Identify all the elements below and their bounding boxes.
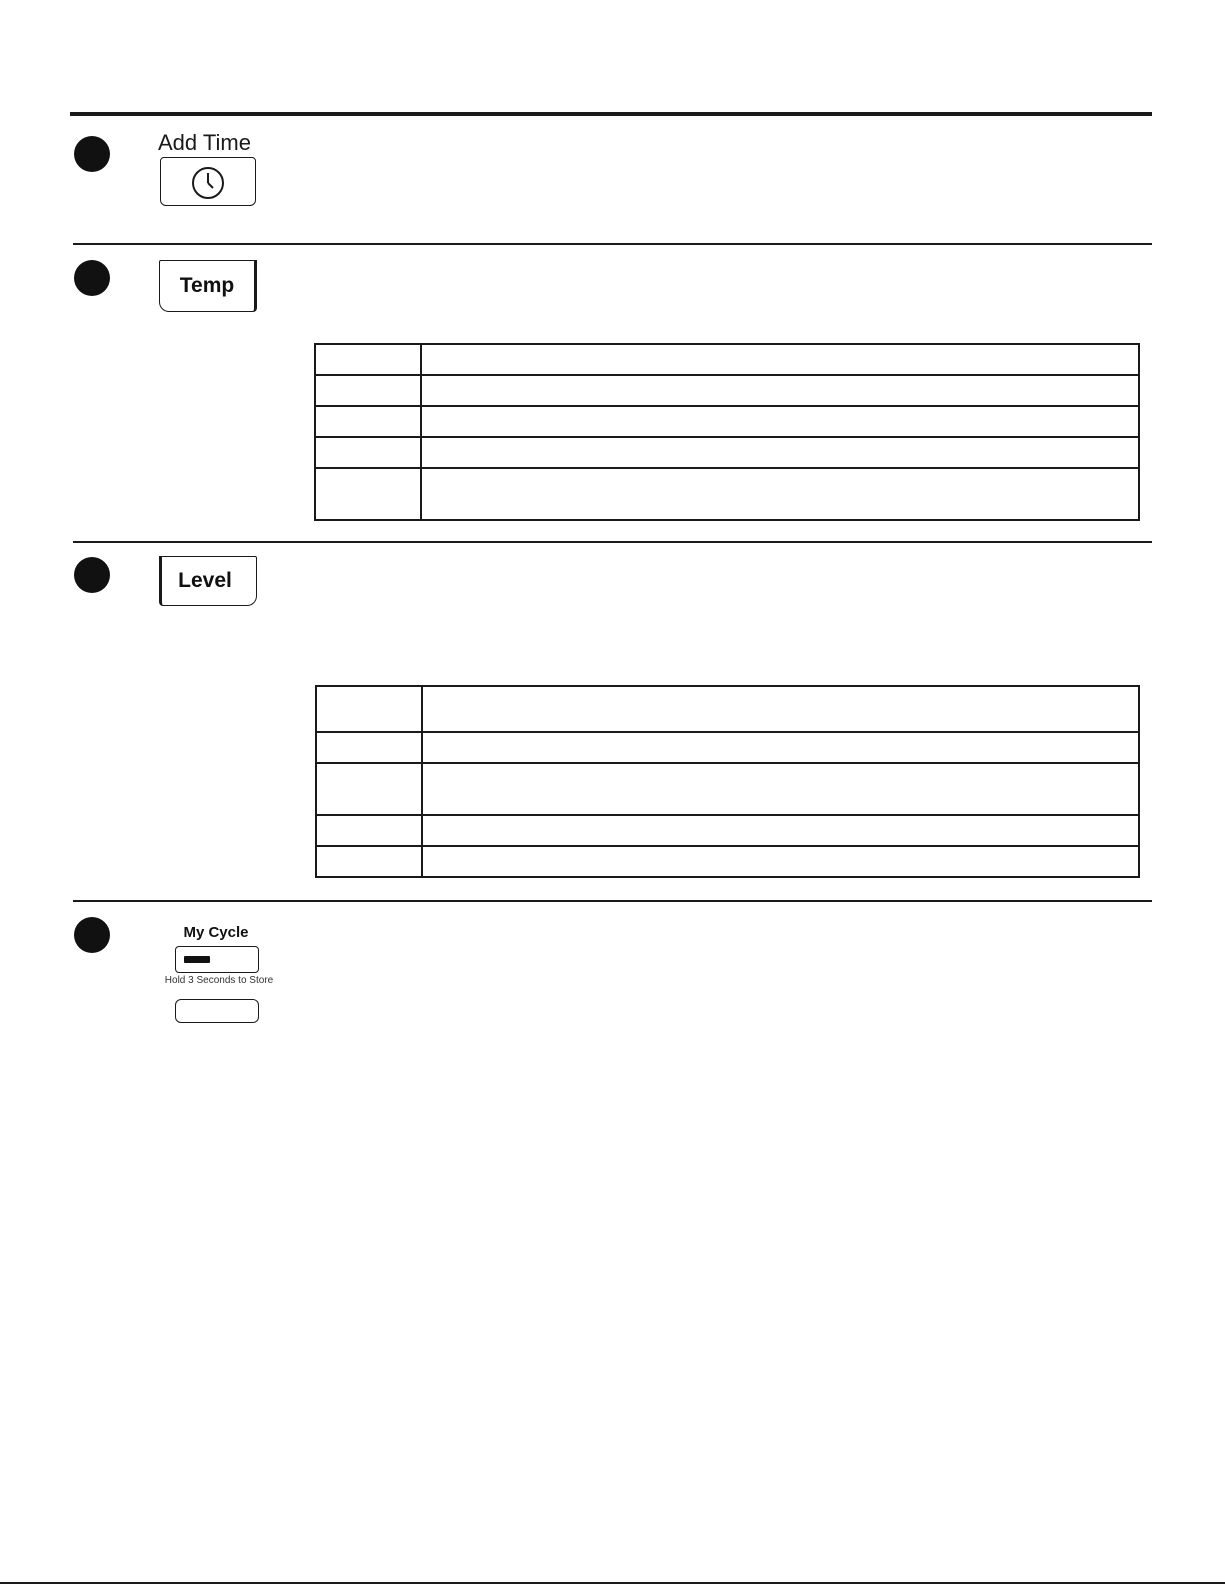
table-cell-setting xyxy=(315,344,421,375)
add-time-button[interactable] xyxy=(160,157,256,206)
table-cell-description xyxy=(422,846,1139,877)
table-cell-setting xyxy=(316,763,422,815)
my-cycle-secondary-button[interactable] xyxy=(175,999,259,1023)
section-divider-1 xyxy=(73,243,1152,245)
table-cell-setting xyxy=(315,375,421,406)
table-cell-setting xyxy=(315,468,421,520)
table-row xyxy=(316,686,1139,732)
section-bullet-1 xyxy=(74,136,110,172)
table-cell-setting xyxy=(315,437,421,468)
section-bullet-4 xyxy=(74,917,110,953)
section-bullet-3 xyxy=(74,557,110,593)
table-row xyxy=(316,732,1139,763)
temp-button-label: Temp xyxy=(179,274,235,297)
table-row xyxy=(315,375,1139,406)
table-row xyxy=(315,406,1139,437)
table-row xyxy=(316,763,1139,815)
table-cell-description xyxy=(422,732,1139,763)
table-cell-description xyxy=(422,686,1139,732)
table-cell-description xyxy=(421,468,1139,520)
section-bullet-2 xyxy=(74,260,110,296)
table-cell-description xyxy=(421,406,1139,437)
bottom-rule xyxy=(0,1582,1225,1584)
level-button[interactable] xyxy=(159,556,257,606)
table-row xyxy=(316,846,1139,877)
table-row xyxy=(316,815,1139,846)
table-cell-description xyxy=(422,815,1139,846)
table-cell-setting xyxy=(315,406,421,437)
table-row xyxy=(315,437,1139,468)
top-rule xyxy=(70,112,1152,116)
add-time-label: Add Time xyxy=(158,130,251,155)
table-row xyxy=(315,468,1139,520)
clock-icon xyxy=(191,166,225,200)
table-cell-setting xyxy=(316,686,422,732)
section-divider-2 xyxy=(73,541,1152,543)
section-divider-3 xyxy=(73,900,1152,902)
table-cell-setting xyxy=(316,846,422,877)
level-button-label: Level xyxy=(178,569,232,592)
temp-settings-table xyxy=(314,343,1140,521)
table-cell-description xyxy=(421,344,1139,375)
temp-button[interactable] xyxy=(159,260,257,312)
my-cycle-button[interactable] xyxy=(175,946,259,973)
my-cycle-hint: Hold 3 Seconds to Store xyxy=(164,975,274,986)
my-cycle-label: My Cycle xyxy=(183,924,249,941)
table-cell-setting xyxy=(316,732,422,763)
level-settings-table xyxy=(315,685,1140,878)
my-cycle-indicator-light xyxy=(184,956,210,963)
table-cell-description xyxy=(421,375,1139,406)
table-row xyxy=(315,344,1139,375)
table-cell-description xyxy=(422,763,1139,815)
table-cell-setting xyxy=(316,815,422,846)
table-cell-description xyxy=(421,437,1139,468)
